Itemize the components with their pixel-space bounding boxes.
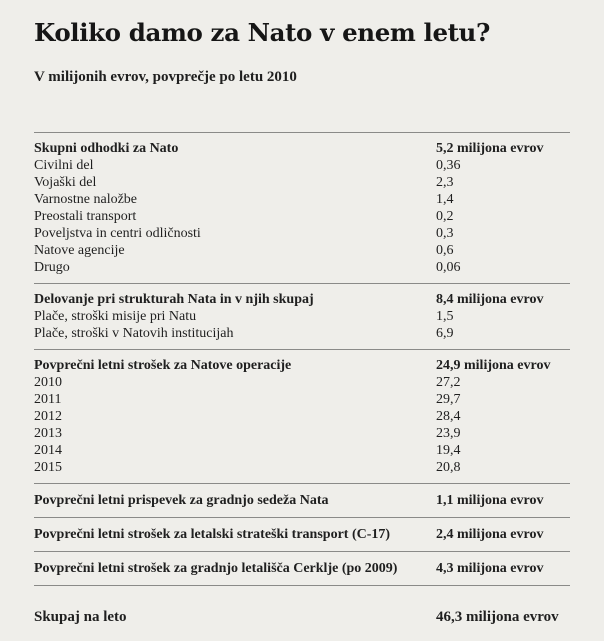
row-value: 6,9 <box>436 326 454 341</box>
row-label: 2013 <box>34 426 62 441</box>
section-header-row <box>34 526 570 543</box>
page-subtitle: V milijonih evrov, povprečje po letu 2010 <box>34 69 297 85</box>
row-value: 19,4 <box>436 443 461 458</box>
section-nato-structures <box>34 283 570 349</box>
row-value: 0,2 <box>436 209 454 224</box>
row-value: 29,7 <box>436 392 461 407</box>
row-label: 2012 <box>34 409 62 424</box>
section-header-row <box>34 291 570 308</box>
table-row <box>34 391 570 408</box>
section-cerklje-airport <box>34 551 570 585</box>
table-row <box>34 408 570 425</box>
expenses-table <box>34 132 570 627</box>
row-label: Natove agencije <box>34 243 125 258</box>
row-value: 1,4 <box>436 192 454 207</box>
section-header-value: 8,4 milijona evrov <box>436 292 544 307</box>
table-row <box>34 259 570 276</box>
row-value: 0,36 <box>436 158 461 173</box>
row-label: 2010 <box>34 375 62 390</box>
row-label: 2015 <box>34 460 62 475</box>
table-row <box>34 308 570 325</box>
table-row <box>34 191 570 208</box>
section-header-value: 4,3 milijona evrov <box>436 561 544 576</box>
section-header-row <box>34 560 570 577</box>
total-value: 46,3 milijona evrov <box>436 609 559 625</box>
table-row <box>34 459 570 476</box>
section-header-label: Povprečni letni strošek za letalski strateški transport (C-17) <box>34 527 391 542</box>
table-row <box>34 174 570 191</box>
table-row <box>34 225 570 242</box>
row-value: 27,2 <box>436 375 461 390</box>
row-value: 20,8 <box>436 460 461 475</box>
row-label: Vojaški del <box>34 175 97 190</box>
row-value: 0,3 <box>436 226 454 241</box>
section-header-value: 24,9 milijona evrov <box>436 358 551 373</box>
table-row <box>34 157 570 174</box>
total-row <box>34 607 570 627</box>
section-header-label: Povprečni letni strošek za gradnjo letališča Cerklje (po 2009) <box>34 561 398 576</box>
row-label: Civilni del <box>34 158 94 173</box>
row-label: Plače, stroški misije pri Natu <box>34 309 197 324</box>
table-row <box>34 425 570 442</box>
section-header-row <box>34 492 570 509</box>
row-value: 23,9 <box>436 426 461 441</box>
section-hq-construction <box>34 483 570 517</box>
section-header-value: 5,2 milijona evrov <box>436 141 544 156</box>
row-value: 28,4 <box>436 409 461 424</box>
section-header-label: Skupni odhodki za Nato <box>34 141 179 156</box>
section-header-value: 1,1 milijona evrov <box>436 493 544 508</box>
row-label: Preostali transport <box>34 209 137 224</box>
total-label: Skupaj na leto <box>34 609 127 625</box>
table-row <box>34 325 570 342</box>
row-value: 0,06 <box>436 260 461 275</box>
row-value: 0,6 <box>436 243 454 258</box>
row-label: Varnostne naložbe <box>34 192 138 207</box>
row-label: Drugo <box>34 260 70 275</box>
table-row <box>34 242 570 259</box>
row-label: Poveljstva in centri odličnosti <box>34 226 201 241</box>
table-row <box>34 442 570 459</box>
row-label: Plače, stroški v Natovih institucijah <box>34 326 234 341</box>
page-title: Koliko damo za Nato v enem letu? <box>34 18 490 47</box>
row-value: 2,3 <box>436 175 454 190</box>
row-label: 2011 <box>34 392 62 407</box>
table-row <box>34 374 570 391</box>
section-header-value: 2,4 milijona evrov <box>436 527 544 542</box>
section-nato-operations <box>34 349 570 483</box>
section-nato-expenses <box>34 132 570 283</box>
total-section <box>34 585 570 627</box>
table-row <box>34 208 570 225</box>
section-header-label: Povprečni letni prispevek za gradnjo sedeža Nata <box>34 493 329 508</box>
row-value: 1,5 <box>436 309 454 324</box>
row-label: 2014 <box>34 443 62 458</box>
section-header-row <box>34 140 570 157</box>
section-header-label: Delovanje pri strukturah Nata in v njih skupaj <box>34 292 314 307</box>
section-header-row <box>34 357 570 374</box>
section-header-label: Povprečni letni strošek za Natove operacije <box>34 358 292 373</box>
section-strategic-airlift <box>34 517 570 551</box>
